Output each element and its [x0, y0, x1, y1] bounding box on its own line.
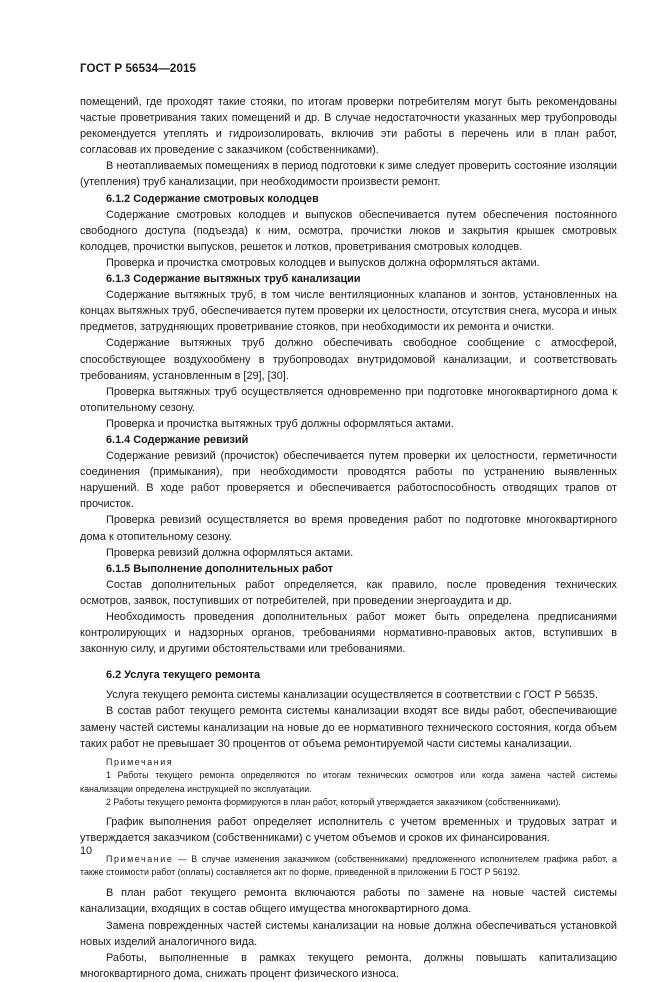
paragraph: Содержание вытяжных труб должно обеспечивать свободное сообщение с атмосферой, способствующее воздухообмену в трубопроводах внутридомовой канализации, и соответствовать требованиям, установленным в [29], [30].: [80, 337, 617, 382]
paragraph: Содержание ревизий (прочисток) обеспечивается путем проверки их целостности, герметичности соединения (примыкания), при необходимости проводятся работы по устранению выявленных нарушений. В ходе работ проверяется и обеспечивается работоспособность отводящих трапов от прочисток.: [80, 450, 617, 511]
paragraph: Проверка и прочистка вытяжных труб должны оформляться актами.: [106, 417, 454, 430]
section-heading-6-2: 6.2 Услуга текущего ремонта: [106, 669, 261, 682]
note-text: — В случае изменения заказчиком (собственниками) предложенного исполнителем графика работ, а также стоимости работ (оплаты) составляется акт по форме, приведенной в приложении Б ГОСТ Р 56192.: [80, 853, 617, 877]
section-heading-6-1-4: 6.1.4 Содержание ревизий: [106, 433, 249, 446]
paragraph: Проверка вытяжных труб осуществляется одновременно при подготовке многоквартирного дома к отопительному сезону.: [80, 385, 617, 414]
paragraph: Содержание смотровых колодцев и выпусков обеспечивается путем обеспечения постоянного свободного доступа (подъезда) к ним, осмотра, прочистки люков и закрытия крышек смотровых колодцев, прочистки выпусков, решеток и лотков, проветривания смотровых колодцев.: [80, 208, 617, 253]
paragraph: В план работ текущего ремонта включаются работы по замене на новые частей системы канализации, входящих в состав общего имущества многоквартирного дома.: [80, 887, 617, 916]
notes-title: Примечания: [106, 756, 174, 767]
paragraph: помещений, где проходят такие стояки, по итогам проверки потребителям могут быть рекомендованы частые проветривания таких помещений и др. В случае недостаточности указанных мер трубопроводы рекомендуется утеплять и гидроизолировать, включив эти работы в перечень или в план работ, согласовав их проведение с заказчиком (собственниками).: [80, 96, 617, 157]
paragraph: Содержание вытяжных труб, в том числе вентиляционных клапанов и зонтов, установленных на концах вытяжных труб, обеспечивается путем проверки их целостности, отсутствия снега, мусора и иных предметов, затрудняющих проветривание стояков, при необходимости их ремонта и очистки.: [80, 289, 617, 334]
note-item: 1 Работы текущего ремонта определяются по итогам технических осмотров или когда замена частей системы канализации определена инструкцией по эксплуатации.: [80, 770, 617, 794]
paragraph: Работы, выполненные в рамках текущего ремонта, должны повышать капитализацию многоквартирного дома, снижать процент физического износа.: [80, 951, 617, 980]
paragraph: В состав работ текущего ремонта системы канализации входят все виды работ, обеспечивающие замену частей системы канализации на новые до ее нормативного технического состояния, когда объем таких работ не превышает 30 процентов от объема ремонтируемой части системы канализации.: [80, 705, 617, 750]
document-code-header: ГОСТ Р 56534—2015: [80, 62, 197, 75]
paragraph: Проверка и прочистка смотровых колодцев и выпусков должна оформляться актами.: [106, 256, 540, 269]
paragraph: Необходимость проведения дополнительных работ может быть определена предписаниями контролирующих и надзорных органов, требованиями нормативно-правовых актов, вступивших в законную силу, и другими обстоятельствами или требованиями.: [80, 611, 617, 656]
section-heading-6-1-5: 6.1.5 Выполнение дополнительных работ: [106, 562, 334, 575]
note-label: Примечание: [106, 853, 174, 864]
paragraph: График выполнения работ определяет исполнитель с учетом временных и трудовых затрат и утверждается заказчиком (собственниками) с учетом объемов и сроков их финансирования.: [80, 816, 617, 845]
paragraph: Проверка ревизий осуществляется во время проведения работ по подготовке многоквартирного дома к отопительному сезону.: [80, 514, 617, 543]
note-item: 2 Работы текущего ремонта формируются в план работ, который утверждается заказчиком (собственниками).: [106, 796, 561, 807]
paragraph: Проверка ревизий должна оформляться актами.: [106, 546, 354, 559]
paragraph: Замена поврежденных частей системы канализации на новые должна обеспечиваться установкой новых изделий аналогичного вида.: [80, 919, 617, 948]
section-heading-6-1-2: 6.1.2 Содержание смотровых колодцев: [106, 192, 319, 205]
note-single: [80, 853, 617, 880]
document-body: [80, 94, 617, 982]
section-heading-6-1-3: 6.1.3 Содержание вытяжных труб канализации: [106, 273, 361, 286]
paragraph: Услуга текущего ремонта системы канализации осуществляется в соответствии с ГОСТ Р 56535.: [106, 689, 599, 702]
paragraph: В неотапливаемых помещениях в период подготовки к зиме следует проверить состояние изоляции (утепления) труб канализации, при необходимости произвести ремонт.: [80, 160, 617, 189]
page-number: 10: [80, 845, 93, 857]
paragraph: Состав дополнительных работ определяется, как правило, после проведения технических осмотров, заявок, поступивших от потребителей, при проведении энергоаудита и др.: [80, 578, 617, 607]
